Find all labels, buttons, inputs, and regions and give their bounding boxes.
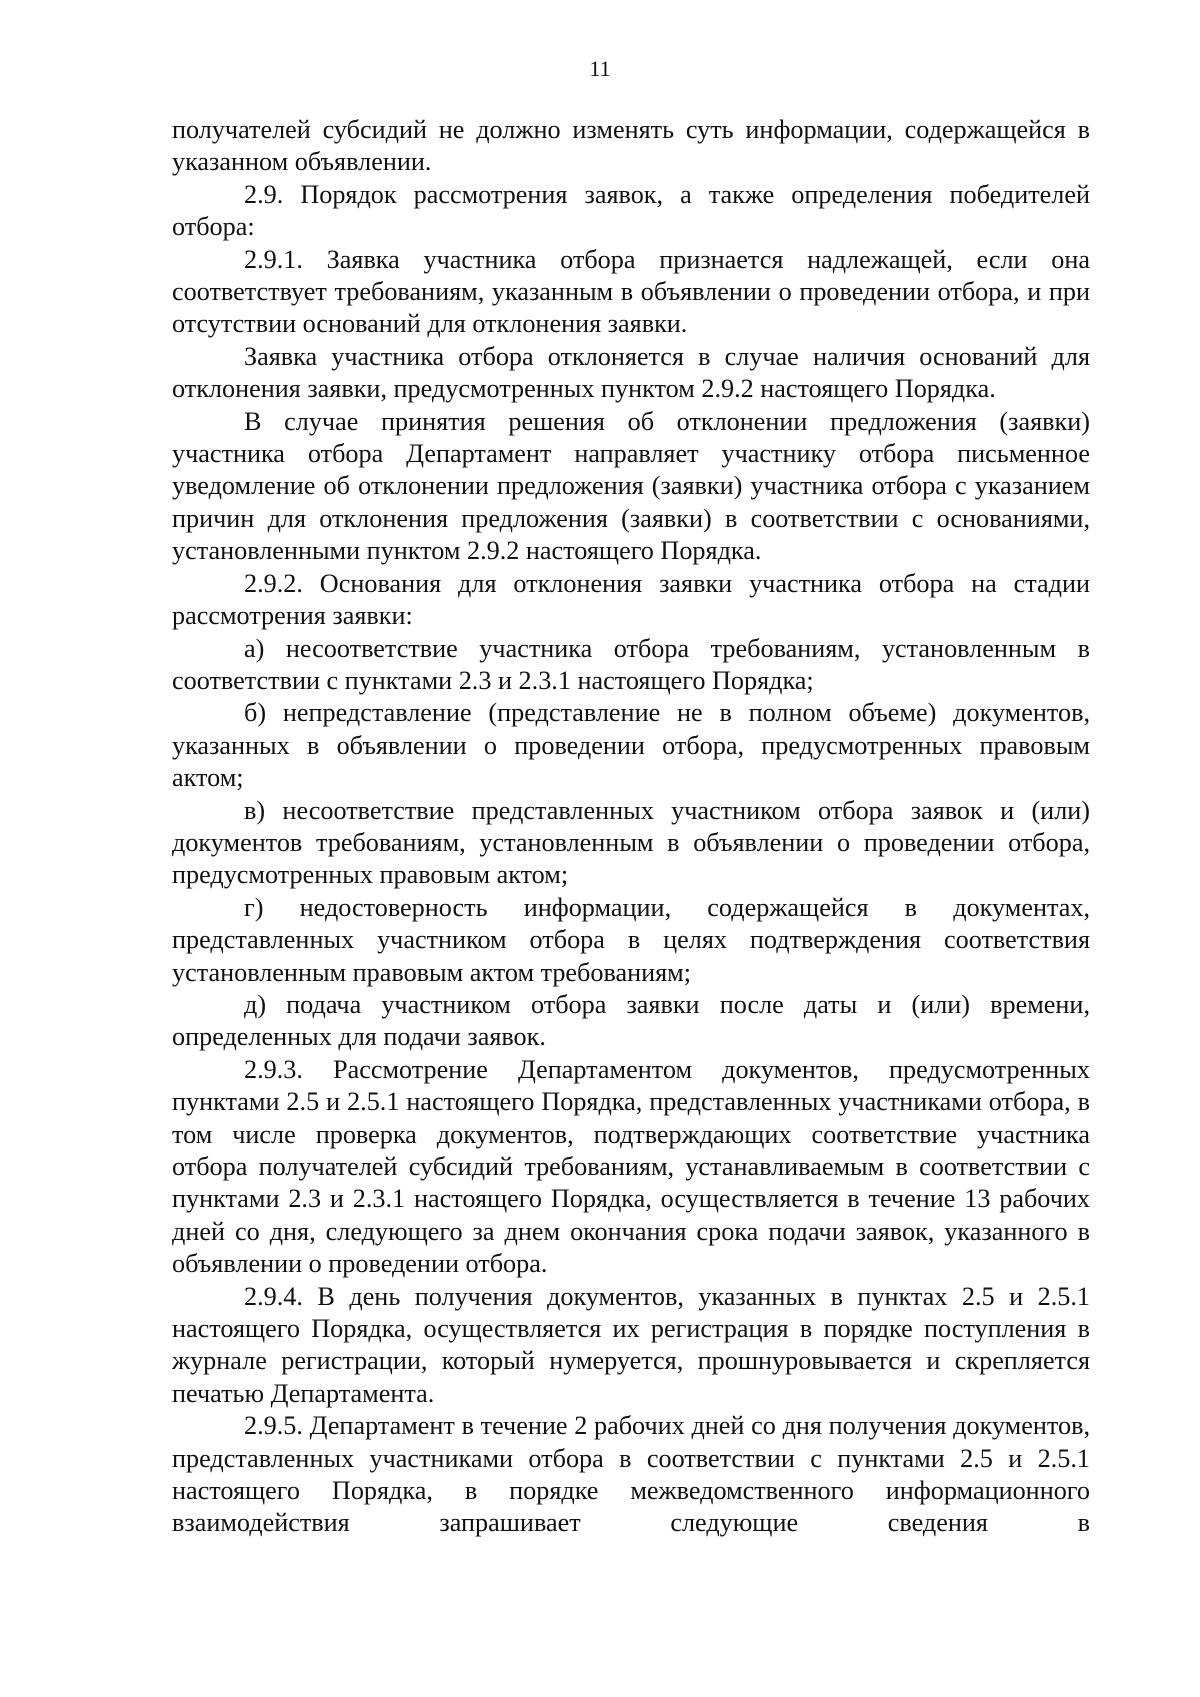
page-number: 11: [589, 56, 611, 81]
paragraph-2-9-2: 2.9.2. Основания для отклонения заявки участника отбора на стадии рассмотрения заявки:: [172, 568, 1090, 631]
list-item-v: в) несоответствие представленных участником отбора заявок и (или) документов требованиям, установленным в объявлении о проведении отбора, предусмотренных правовым актом;: [172, 795, 1090, 890]
paragraph-2-9-3: 2.9.3. Рассмотрение Департаментом документов, предусмотренных пунктами 2.5 и 2.5.1 настоящего Порядка, представленных участниками отбора, в том числе проверка документов, подтверждающих соответствие участника отбора получателей субсидий требованиям, устанавливаемым в соответствии с пунктами 2.3 и 2.3.1 настоящего Порядка, осуществляется в течение 13 рабочих дней со дня, следующего за днем окончания срока подачи заявок, указанного в объявлении о проведении отбора.: [172, 1054, 1090, 1279]
paragraph-continuation: получателей субсидий не должно изменять суть информации, содержащейся в указанном объявлении.: [172, 115, 1090, 177]
document-body: [172, 114, 1090, 1540]
list-item-g: г) недостоверность информации, содержащейся в документах, представленных участником отбора в целях подтверждения соответствия установленным правовым актом требованиям;: [172, 892, 1090, 987]
list-item-a: а) несоответствие участника отбора требованиям, установленным в соответствии с пунктами 2.3 и 2.3.1 настоящего Порядка;: [172, 633, 1090, 695]
paragraph-2-9-5: 2.9.5. Департамент в течение 2 рабочих дней со дня получения документов, представленных участниками отбора в соответствии с пунктами 2.5 и 2.5.1 настоящего Порядка, в порядке межведомственного информационного взаимодействия запрашивает следующие сведения в: [172, 1411, 1090, 1538]
list-item-b: б) непредставление (представление не в полном объеме) документов, указанных в объявлении о проведении отбора, предусмотренных правовым актом;: [172, 698, 1090, 793]
paragraph-rejection-rule: Заявка участника отбора отклоняется в случае наличия оснований для отклонения заявки, предусмотренных пунктом 2.9.2 настоящего Порядка.: [172, 341, 1090, 404]
paragraph-rejection-notice: В случае принятия решения об отклонении предложения (заявки) участника отбора Департамент направляет участнику отбора письменное уведомление об отклонении предложения (заявки) участника отбора с указанием причин для отклонения предложения (заявки) в соответствии с основаниями, установленными пунктом 2.9.2 настоящего Порядка.: [172, 406, 1090, 566]
paragraph-2-9-4: 2.9.4. В день получения документов, указанных в пунктах 2.5 и 2.5.1 настоящего Порядка, осуществляется их регистрация в порядке поступления в журнале регистрации, который нумеруется, прошнуровывается и скрепляется печатью Департамента.: [172, 1281, 1090, 1408]
paragraph-2-9: 2.9. Порядок рассмотрения заявок, а также определения победителей отбора:: [172, 179, 1090, 242]
paragraph-2-9-1: 2.9.1. Заявка участника отбора признается надлежащей, если она соответствует требованиям, указанным в объявлении о проведении отбора, и при отсутствии оснований для отклонения заявки.: [172, 244, 1090, 339]
list-item-d: д) подача участником отбора заявки после даты и (или) времени, определенных для подачи заявок.: [172, 989, 1090, 1052]
